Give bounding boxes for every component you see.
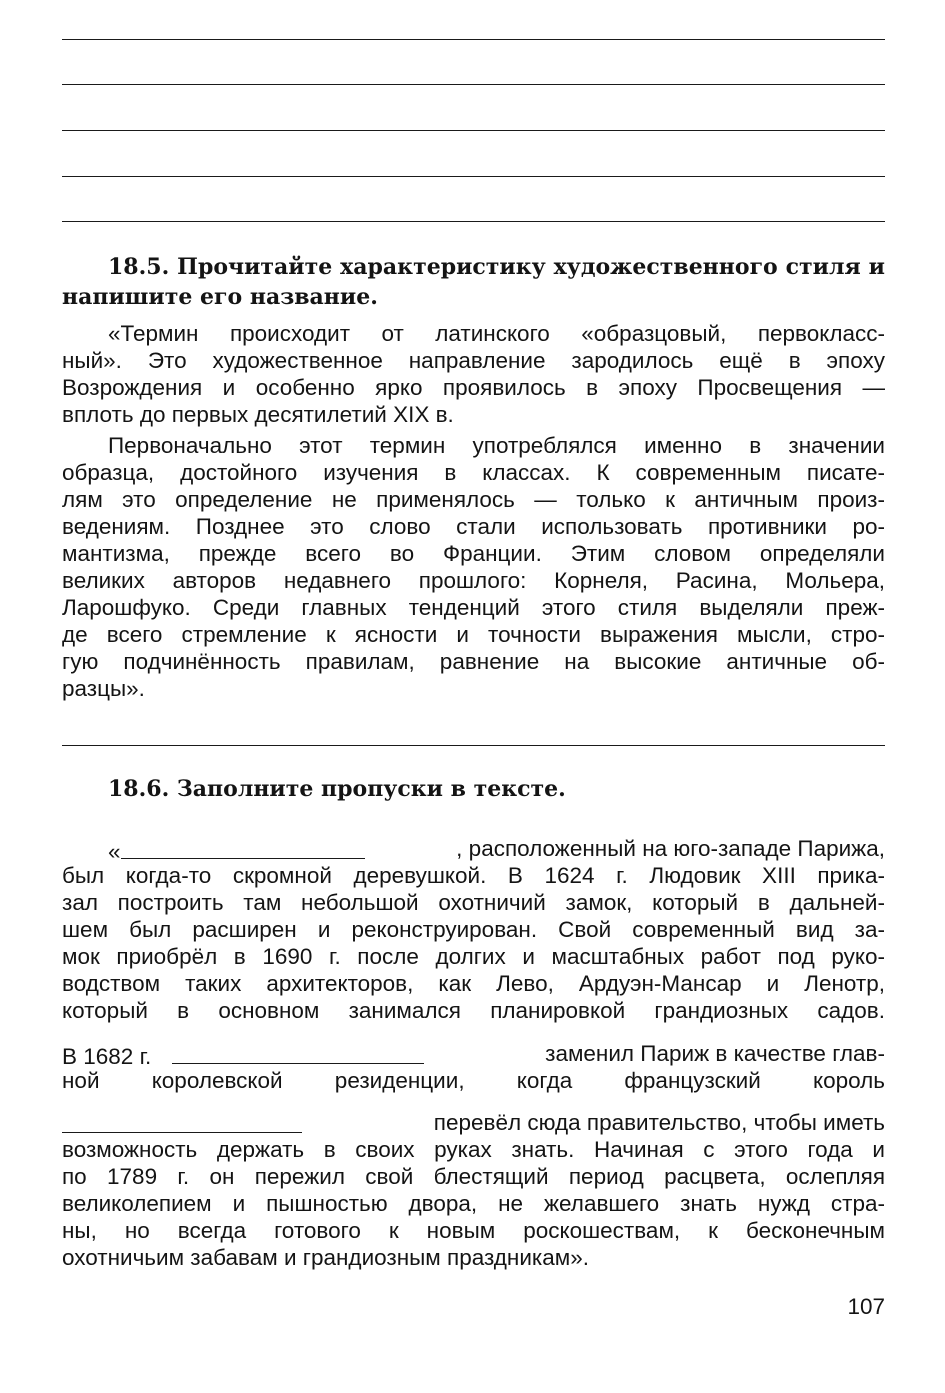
text-line: де всего стремление к ясности и точности выражения мысли, стро- — [62, 622, 885, 647]
task-number: 18.5. — [108, 254, 170, 280]
text-line: зал построить там небольшой охотничий замок, который в дальней- — [62, 890, 885, 915]
text-line: мок приобрёл в 1690 г. после долгих и масштабных работ под руко- — [62, 944, 885, 969]
task-title-line: Прочитайте характеристику художественного стиля и — [177, 254, 885, 280]
answer-line[interactable] — [62, 221, 885, 222]
text-line: водством таких архитекторов, как Лево, Ардуэн-Мансар и Ленотр, — [62, 971, 885, 996]
task-heading-18-5 — [62, 252, 885, 312]
text-line: Ларошфуко. Среди главных тенденций этого стиля выделяли преж- — [62, 595, 885, 620]
text-line: В 1682 г. заменил Париж в качестве глав- — [62, 1041, 885, 1069]
answer-line[interactable] — [62, 130, 885, 131]
fill-blank[interactable] — [62, 1110, 302, 1133]
task-heading-18-6 — [62, 774, 885, 804]
text-line: мантизма, прежде всего во Франции. Этим словом определяли — [62, 541, 885, 566]
text-line: шем был расширен и реконструирован. Свой современный вид за- — [62, 917, 885, 942]
text-line: был когда-то скромной деревушкой. В 1624 г. Людовик XIII прика- — [62, 863, 885, 888]
text-line: разцы». — [62, 676, 145, 701]
answer-line[interactable] — [62, 39, 885, 40]
text-line: «Термин происходит от латинского «образцовый, первокласс- — [108, 321, 885, 346]
task-title-line: напишите его название. — [62, 284, 378, 310]
text-line: Первоначально этот термин употреблялся именно в значении — [108, 433, 885, 458]
page-number: 107 — [847, 1294, 885, 1319]
text-line: охотничьим забавам и грандиозным праздникам». — [62, 1245, 590, 1270]
text-line: ведениям. Позднее это слово стали использовать противники ро- — [62, 514, 885, 539]
answer-line[interactable] — [62, 176, 885, 177]
text-line: ный». Это художественное направление зародилось ещё в эпоху — [62, 348, 885, 373]
text-line: ны, но всегда готового к новым роскошествам, к бесконечным — [62, 1218, 885, 1243]
answer-line[interactable] — [62, 745, 885, 746]
text-line: ной королевской резиденции, когда французский король — [62, 1068, 885, 1093]
task-title: Заполните пропуски в тексте. — [176, 776, 566, 802]
text-line: вплоть до первых десятилетий XIX в. — [62, 402, 454, 427]
text-line: лям это определение не применялось — только к античным произ- — [62, 487, 885, 512]
text-line: великолепием и пышностью двора, не желавшего знать нужд стра- — [62, 1191, 885, 1216]
fill-blank[interactable] — [121, 836, 365, 859]
text-line: « , расположенный на юго-западе Парижа, — [108, 836, 885, 864]
text-line: великих авторов недавнего прошлого: Корнеля, Расина, Мольера, — [62, 568, 885, 593]
fill-blank[interactable] — [172, 1041, 424, 1064]
text-line: по 1789 г. он пережил свой блестящий период расцвета, ослепляя — [62, 1164, 885, 1189]
task-number: 18.6. — [108, 776, 170, 802]
text-line: Возрождения и особенно ярко проявилось в эпоху Просвещения — — [62, 375, 885, 400]
text-line: перевёл сюда правительство, чтобы иметь — [62, 1110, 885, 1139]
text-line: образца, достойного изучения в классах. К современным писате- — [62, 460, 885, 485]
answer-line[interactable] — [62, 84, 885, 85]
text-line: возможность держать в своих руках знать. Начиная с этого года и — [62, 1137, 885, 1162]
text-line: гую подчинённость правилам, равнение на высокие античные об- — [62, 649, 885, 674]
text-line: который в основном занимался планировкой грандиозных садов. — [62, 998, 885, 1023]
